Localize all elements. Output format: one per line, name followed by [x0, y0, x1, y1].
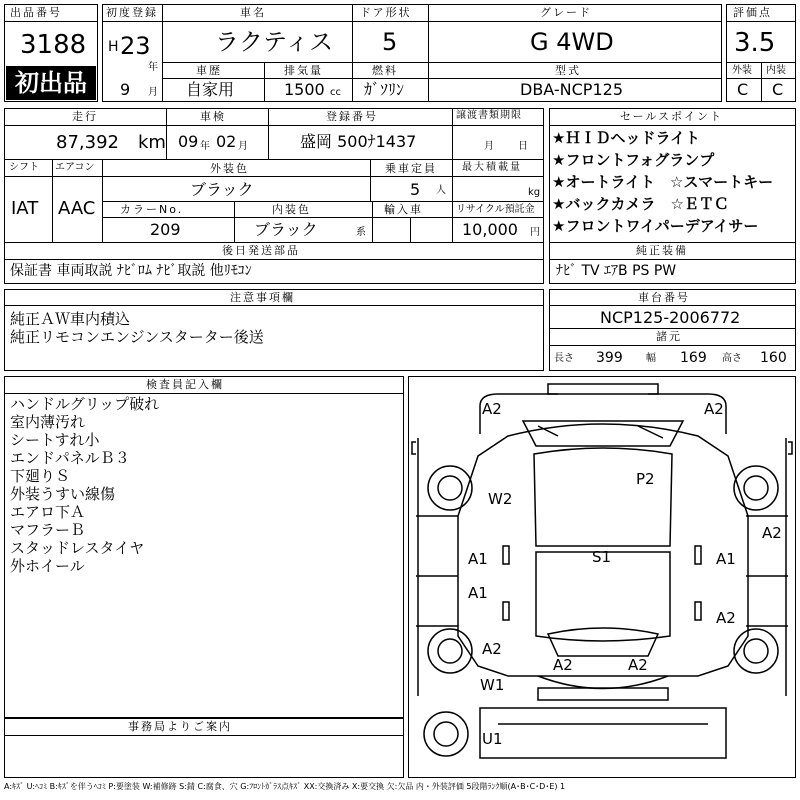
- inspector-line: シートすれ小: [10, 431, 100, 449]
- notes-label: 注意事項欄: [230, 291, 295, 304]
- fuel-label: 燃料: [372, 64, 398, 77]
- ext-label: 外装: [732, 65, 752, 76]
- import-label: 輸入車: [384, 203, 423, 216]
- load-unit: kg: [528, 187, 541, 198]
- inspector-label: 検査員記入欄: [146, 378, 224, 391]
- lot-label: 出品番号: [10, 6, 62, 19]
- ac: AAC: [58, 198, 96, 219]
- inspector-line: エアロ下Ａ: [10, 503, 86, 521]
- car-name: ラクティス: [215, 28, 334, 56]
- lot-number: 3188: [20, 30, 87, 60]
- capacity: 5: [410, 180, 421, 199]
- dimensions-label: 諸元: [656, 330, 682, 343]
- sales-point: ★ＨＩＤヘッドライト: [552, 129, 700, 147]
- transfer-month-unit: 月: [484, 141, 494, 152]
- reg-month: 9: [120, 80, 131, 99]
- interior-color: ブラック: [254, 220, 318, 239]
- insp-month: 02: [216, 132, 237, 151]
- displacement: 1500: [284, 80, 325, 99]
- mileage-label: 走行: [72, 110, 98, 123]
- equipment-label: 純正装備: [636, 244, 688, 257]
- height: 160: [760, 350, 787, 366]
- damage-mark: W2: [488, 490, 513, 508]
- damage-mark: U1: [482, 730, 503, 748]
- mileage-unit: km: [138, 132, 166, 153]
- transfer-day-unit: 日: [518, 141, 528, 152]
- door-label: ドア形状: [360, 6, 412, 19]
- era: H: [108, 39, 119, 55]
- color: ブラック: [190, 180, 254, 199]
- damage-mark: A2: [482, 640, 502, 658]
- insp-year: 09: [178, 132, 199, 151]
- inspector-line: エンドパネルＢ３: [10, 449, 130, 467]
- grade: G 4WD: [530, 28, 614, 56]
- damage-mark: W1: [480, 676, 505, 694]
- damage-mark: A2: [553, 656, 573, 674]
- insp-year-unit: 年: [200, 141, 210, 152]
- year-unit: 年: [148, 62, 158, 73]
- grade-label: グレード: [540, 6, 592, 19]
- reg-year: 23: [120, 32, 151, 60]
- chassis-number: NCP125-2006772: [600, 308, 741, 327]
- damage-mark: A1: [468, 550, 488, 568]
- plate: 盛岡 500ﾅ1437: [300, 132, 417, 151]
- inspector-line: 室内薄汚れ: [10, 413, 86, 431]
- damage-mark: A2: [762, 524, 782, 542]
- history-label: 車歴: [196, 64, 222, 77]
- load-label: 最大積載量: [462, 162, 522, 173]
- sales-point: ★フロントフォグランプ: [552, 151, 715, 169]
- note-line: 純正ＡＷ車内積込: [10, 310, 131, 328]
- mileage: 87,392: [56, 132, 119, 153]
- color-label: 外装色: [210, 162, 249, 175]
- equipment: ﾅﾋﾞ TV ｴｱB PS PW: [556, 263, 677, 279]
- damage-mark: A2: [704, 400, 724, 418]
- damage-mark: A2: [716, 609, 736, 627]
- score-label: 評価点: [733, 6, 772, 19]
- history: 自家用: [186, 80, 235, 99]
- note-line: 純正リモコンエンジンスターター後送: [10, 328, 264, 346]
- damage-mark: A2: [628, 656, 648, 674]
- capacity-label: 乗車定員: [385, 162, 437, 175]
- doors: 5: [382, 28, 398, 56]
- shift-label: シフト: [9, 162, 39, 173]
- color-no-label: カラーNo.: [120, 203, 184, 216]
- ext-grade: C: [737, 80, 749, 99]
- inspection-label: 車検: [200, 110, 226, 123]
- height-label: 高さ: [722, 353, 742, 364]
- sales-point: ★フロントワイパーデアイサー: [552, 217, 759, 235]
- damage-mark: P2: [636, 470, 655, 488]
- transfer-label: 譲渡書類期限: [456, 110, 522, 121]
- insp-month-unit: 月: [238, 141, 248, 152]
- inspector-line: マフラーＢ: [10, 521, 86, 539]
- inspector-line: ハンドルグリップ破れ: [10, 395, 160, 413]
- recycle-label: リサイクル預託金: [456, 204, 535, 215]
- first-listing-badge: 初出品: [6, 66, 96, 100]
- int-grade: C: [772, 80, 784, 99]
- inspector-line: スタッドレスタイヤ: [10, 539, 145, 557]
- model-code: DBA-NCP125: [520, 80, 623, 99]
- length-label: 長さ: [554, 353, 574, 364]
- damage-marks: [468, 400, 782, 748]
- sales-point: ★バックカメラ ☆ＥＴＣ: [552, 195, 729, 213]
- width: 169: [680, 350, 707, 366]
- int-label: 内装: [766, 65, 786, 76]
- interior-suffix: 系: [356, 227, 366, 238]
- legend: A:ｷｽﾞ U:ﾍｺﾐ B:ｷｽﾞを伴うﾍｺﾐ P:要塗装 W:補修跡 S:錆 C:腐食、穴 G:ﾌﾛﾝﾄｶﾞﾗｽ点ｷｽﾞ XX:交換済み X:要交換 欠:欠品 内・外装評価 5段階ﾗﾝｸ順(A･B･C･D･E) 1: [4, 782, 566, 791]
- ac-label: エアコン: [55, 162, 95, 173]
- recycle-fee: 10,000: [462, 220, 518, 239]
- car-damage-diagram: [408, 376, 796, 778]
- inspector-line: 下廻りＳ: [10, 467, 71, 485]
- sales-point: ★オートライト ☆スマートキー: [552, 173, 774, 191]
- disp-unit: cc: [330, 87, 341, 98]
- width-label: 幅: [646, 353, 656, 364]
- later-parts: 保証書 車両取説 ﾅﾋﾞﾛﾑ ﾅﾋﾞ取説 他ﾘﾓｺﾝ: [10, 263, 252, 279]
- model-label: 型式: [555, 64, 581, 77]
- damage-mark: S1: [592, 548, 612, 566]
- reg-label: 初度登録: [106, 6, 158, 19]
- month-unit: 月: [148, 87, 158, 98]
- name-label: 車名: [240, 6, 266, 19]
- fuel: ｶﾞｿﾘﾝ: [364, 80, 405, 99]
- plate-label: 登録番号: [326, 110, 378, 123]
- recycle-unit: 円: [530, 227, 540, 238]
- disp-label: 排気量: [284, 64, 323, 77]
- score: 3.5: [734, 28, 776, 58]
- capacity-unit: 人: [436, 185, 446, 196]
- inspector-line: 外ホイール: [10, 557, 85, 575]
- inspector-line: 外装うすい線傷: [10, 485, 116, 503]
- shift: IAT: [11, 198, 39, 219]
- later-parts-label: 後日発送部品: [222, 244, 300, 257]
- sales-points-label: セールスポイント: [620, 110, 724, 123]
- chassis-label: 車台番号: [638, 291, 690, 304]
- damage-mark: A1: [468, 584, 488, 602]
- color-no: 209: [150, 220, 181, 239]
- interior-label: 内装色: [272, 203, 311, 216]
- office-label: 事務局よりご案内: [128, 720, 232, 733]
- damage-mark: A2: [482, 400, 502, 418]
- length: 399: [596, 350, 623, 366]
- damage-mark: A1: [716, 550, 736, 568]
